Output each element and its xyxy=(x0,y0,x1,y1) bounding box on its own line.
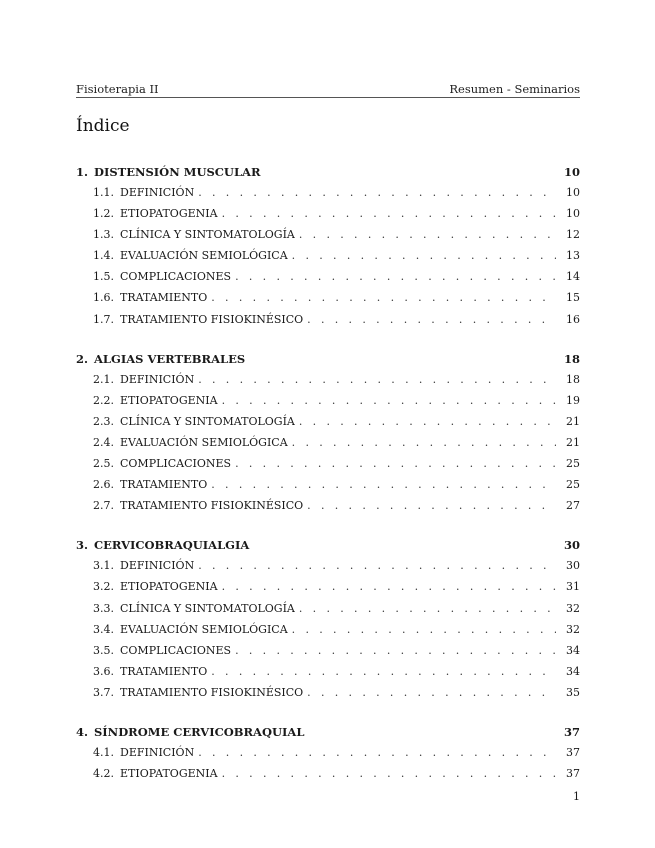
subsection-title: CLÍNICA Y SINTOMATOLOGÍA xyxy=(120,228,295,242)
subsection-title: DEFINICIÓN xyxy=(120,186,195,199)
dot-leader xyxy=(211,291,556,304)
section-number: 4. xyxy=(76,724,89,739)
subsection-title: COMPLICACIONES xyxy=(120,457,232,471)
toc-subsection-entry[interactable] xyxy=(76,186,580,207)
subsection-page-number: 15 xyxy=(566,291,580,305)
toc-subsection-entry[interactable] xyxy=(76,249,580,270)
dot-leader xyxy=(292,623,556,636)
subsection-page-number: 10 xyxy=(566,207,580,221)
dot-leader xyxy=(292,249,556,262)
subsection-page-number: 34 xyxy=(566,664,580,678)
subsection-title: EVALUACIÓN SEMIOLÓGICA xyxy=(120,249,288,263)
subsection-number: 1.4. xyxy=(93,249,114,263)
subsection-page-number: 32 xyxy=(566,622,580,636)
subsection-page-number: 27 xyxy=(566,499,580,513)
dot-leader xyxy=(235,644,556,657)
subsection-title: CLÍNICA Y SINTOMATOLOGÍA xyxy=(120,601,295,615)
subsection-page-number: 32 xyxy=(566,601,580,615)
subsection-number: 3.3. xyxy=(93,601,114,615)
subsection-page-number: 25 xyxy=(566,478,580,492)
section-title: ALGIAS VERTEBRALES xyxy=(94,351,246,366)
section-number: 3. xyxy=(76,538,89,553)
subsection-page-number: 14 xyxy=(566,270,580,284)
toc-subsection-entry[interactable] xyxy=(76,746,580,767)
subsection-title: CLÍNICA Y SINTOMATOLOGÍA xyxy=(120,414,295,428)
subsection-page-number: 37 xyxy=(566,745,580,759)
subsection-title: ETIOPATOGENIA xyxy=(120,767,218,781)
subsection-title: DEFINICIÓN xyxy=(120,559,195,573)
subsection-title: ETIOPATOGENIA xyxy=(120,393,218,407)
toc-subsection-entry[interactable] xyxy=(76,415,580,436)
dot-leader xyxy=(307,686,556,699)
toc-subsection-entry[interactable] xyxy=(76,207,580,228)
subsection-number: 1.5. xyxy=(93,270,114,284)
toc-subsection-entry[interactable] xyxy=(76,291,580,312)
toc-subsection-entry[interactable] xyxy=(76,644,580,665)
subsection-number: 1.1. xyxy=(93,186,114,199)
subsection-number: 3.6. xyxy=(93,664,114,678)
subsection-number: 2.6. xyxy=(93,478,114,492)
section-number: 1. xyxy=(76,165,89,179)
toc-subsection-entry[interactable] xyxy=(76,313,580,334)
subsection-page-number: 13 xyxy=(566,249,580,263)
subsection-page-number: 30 xyxy=(566,559,580,573)
subsection-title: TRATAMIENTO xyxy=(120,664,208,678)
subsection-number: 1.7. xyxy=(93,312,114,326)
subsection-title: TRATAMIENTO FISIOKINÉSICO xyxy=(120,685,304,699)
section-title: SÍNDROME CERVICOBRAQUIAL xyxy=(94,724,305,739)
subsection-number: 4.2. xyxy=(93,767,114,781)
subsection-number: 2.7. xyxy=(93,499,114,513)
subsection-title: COMPLICACIONES xyxy=(120,270,232,284)
subsection-title: ETIOPATOGENIA xyxy=(120,580,218,594)
subsection-page-number: 21 xyxy=(566,414,580,428)
dot-leader xyxy=(235,457,556,470)
header-course-title: Fisioterapia II xyxy=(76,82,159,96)
toc-subsection-entry[interactable] xyxy=(76,457,580,478)
toc-subsection-entry[interactable] xyxy=(76,478,580,499)
subsection-number: 2.2. xyxy=(93,393,114,407)
section-title: CERVICOBRAQUIALGIA xyxy=(94,538,250,553)
dot-leader xyxy=(211,478,556,491)
toc-subsection-entry[interactable] xyxy=(76,436,580,457)
toc-section-entry[interactable] xyxy=(76,725,580,746)
toc-section xyxy=(76,352,580,521)
subsection-number: 1.6. xyxy=(93,291,114,305)
dot-leader xyxy=(222,394,556,407)
dot-leader xyxy=(222,767,556,780)
toc-subsection-entry[interactable] xyxy=(76,499,580,520)
subsection-number: 1.2. xyxy=(93,207,114,221)
subsection-title: TRATAMIENTO xyxy=(120,478,208,492)
toc-section xyxy=(76,165,580,334)
toc-subsection-entry[interactable] xyxy=(76,665,580,686)
subsection-title: DEFINICIÓN xyxy=(120,745,195,759)
subsection-page-number: 19 xyxy=(566,393,580,407)
subsection-page-number: 37 xyxy=(566,767,580,781)
subsection-page-number: 18 xyxy=(566,372,580,386)
subsection-page-number: 25 xyxy=(566,457,580,471)
subsection-number: 2.3. xyxy=(93,414,114,428)
table-of-contents xyxy=(76,165,580,788)
dot-leader xyxy=(198,373,556,386)
subsection-number: 2.1. xyxy=(93,372,114,386)
toc-subsection-entry[interactable] xyxy=(76,602,580,623)
subsection-number: 2.5. xyxy=(93,457,114,471)
dot-leader xyxy=(222,580,556,593)
toc-subsection-entry[interactable] xyxy=(76,580,580,601)
subsection-number: 3.2. xyxy=(93,580,114,594)
dot-leader xyxy=(198,746,556,759)
dot-leader xyxy=(299,415,556,428)
toc-subsection-entry[interactable] xyxy=(76,767,580,788)
toc-section-entry[interactable] xyxy=(76,352,580,373)
toc-section xyxy=(76,538,580,707)
toc-subsection-entry[interactable] xyxy=(76,228,580,249)
toc-subsection-entry[interactable] xyxy=(76,373,580,394)
section-page-number: 37 xyxy=(563,724,580,739)
dot-leader xyxy=(292,436,556,449)
subsection-title: COMPLICACIONES xyxy=(120,643,232,657)
toc-subsection-entry[interactable] xyxy=(76,686,580,707)
header-rule xyxy=(76,97,580,98)
toc-subsection-entry[interactable] xyxy=(76,559,580,580)
subsection-title: TRATAMIENTO xyxy=(120,291,208,305)
subsection-page-number: 34 xyxy=(566,643,580,657)
subsection-title: TRATAMIENTO FISIOKINÉSICO xyxy=(120,312,304,326)
dot-leader xyxy=(299,602,556,615)
page-title: Índice xyxy=(76,116,130,136)
dot-leader xyxy=(235,270,556,283)
dot-leader xyxy=(307,313,556,326)
subsection-number: 3.4. xyxy=(93,622,114,636)
dot-leader xyxy=(299,228,556,241)
subsection-number: 4.1. xyxy=(93,745,114,759)
header-document-type: Resumen - Seminarios xyxy=(449,82,580,96)
subsection-page-number: 10 xyxy=(566,186,580,199)
section-number: 2. xyxy=(76,351,89,366)
subsection-title: EVALUACIÓN SEMIOLÓGICA xyxy=(120,622,288,636)
subsection-page-number: 12 xyxy=(566,228,580,242)
subsection-number: 1.3. xyxy=(93,228,114,242)
dot-leader xyxy=(222,207,556,220)
subsection-page-number: 31 xyxy=(566,580,580,594)
section-page-number: 10 xyxy=(563,165,580,179)
page-number: 1 xyxy=(573,790,580,803)
toc-section xyxy=(76,725,580,788)
subsection-page-number: 16 xyxy=(566,312,580,326)
section-title: DISTENSIÓN MUSCULAR xyxy=(94,165,261,179)
running-header xyxy=(76,82,580,96)
subsection-title: TRATAMIENTO FISIOKINÉSICO xyxy=(120,499,304,513)
subsection-title: EVALUACIÓN SEMIOLÓGICA xyxy=(120,435,288,449)
dot-leader xyxy=(198,559,556,572)
subsection-number: 3.1. xyxy=(93,559,114,573)
subsection-number: 2.4. xyxy=(93,435,114,449)
subsection-title: DEFINICIÓN xyxy=(120,372,195,386)
toc-subsection-entry[interactable] xyxy=(76,270,580,291)
subsection-number: 3.7. xyxy=(93,685,114,699)
toc-section-entry[interactable] xyxy=(76,538,580,559)
toc-section-entry[interactable] xyxy=(76,165,580,186)
toc-subsection-entry[interactable] xyxy=(76,394,580,415)
section-page-number: 18 xyxy=(563,351,580,366)
dot-leader xyxy=(211,665,556,678)
section-page-number: 30 xyxy=(563,538,580,553)
subsection-number: 3.5. xyxy=(93,643,114,657)
subsection-page-number: 35 xyxy=(566,685,580,699)
subsection-page-number: 21 xyxy=(566,435,580,449)
toc-subsection-entry[interactable] xyxy=(76,623,580,644)
subsection-title: ETIOPATOGENIA xyxy=(120,207,218,221)
dot-leader xyxy=(198,186,556,199)
dot-leader xyxy=(307,499,556,512)
